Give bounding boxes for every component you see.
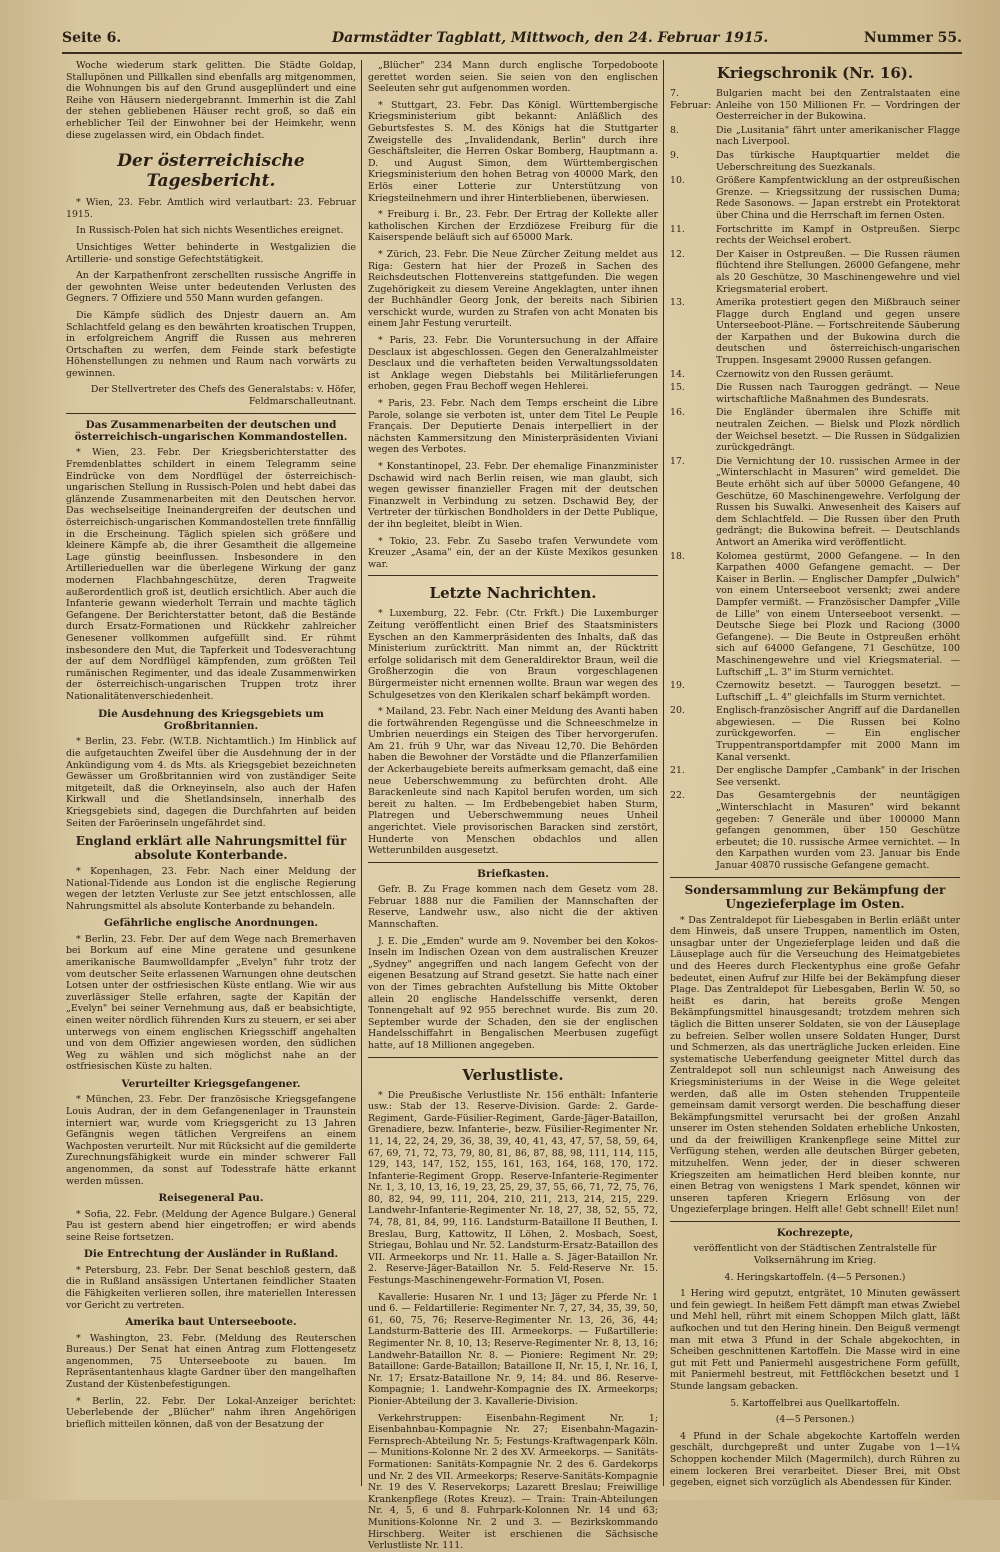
chronicle-date: 7. Februar:	[670, 88, 712, 111]
chronicle-row	[670, 382, 960, 405]
chronicle-text: Czernowitz besetzt. — Tauroggen besetzt. — Luftschiff „L. 4" gleichfalls im Sturm vernichtet.	[716, 680, 960, 703]
article-text: Gefr. B. Zu Frage kommen nach dem Gesetz vom 28. Februar 1888 nur die Familien der Mannschaften der Reserve, Landwehr usw., also nicht die der aktiven Mannschaften.	[368, 884, 658, 930]
article-text: 4 Pfund in der Schale abgekochte Kartoffeln werden geschält, durchgepreßt und unter Zugabe von 1—1¼ Schoppen kochender Milch (Magermilch), durch Rühren zu einem lockeren Brei verarbeitet. Dieser Brei, mit Obst gegeben, eignet sich vorzüglich als Abendessen für Kinder.	[670, 1430, 960, 1489]
divider	[368, 575, 658, 576]
recipe-subtitle: (4—5 Personen.)	[775, 1414, 855, 1426]
article-text: 1 Hering wird geputzt, entgrätet, 10 Minuten gewässert und fein gewiegt. In heißem Fett dämpft man etwas Zwiebel und Mehl hell, rührt mit einem Schoppen Milch glatt, läßt aufkochen und tut den Hering hinein. Den Beiguß vermengt man mit etwa 3 Pfund in der Schale abgekochten, in Scheiben geschnittenen Kartoffeln. Die Masse wird in eine gut mit Fett und Paniermehl ausgestrichene Form gefüllt, mit Paniermehl bestreut, mit Fettflöckchen besetzt und 1 Stunde langsam gebacken.	[670, 1288, 960, 1392]
article-text: * Washington, 23. Febr. (Meldung des Reuterschen Bureaus.) Der Senat hat einen Antrag zum Flottengesetz angenommen, 75 Unterseeboote zu bauen. Im Repräsentantenhaus klagte Gardner über den mangelhaften Zustand der Küstenbefestigungen.	[66, 1332, 356, 1390]
chronicle-text: Der englische Dampfer „Cambank" in der Irischen See versenkt.	[716, 765, 960, 788]
article-text: * Konstantinopel, 23. Febr. Der ehemalige Finanzminister Dschawid wird nach Berlin reisen, wie man glaubt, sich wegen gewisser finanzieller Fragen mit der deutschen Finanzwelt in Verbindung zu setzen. Dschawid Bey, der Vertreter der türkischen Bondholders in der Dette Publique, der ihn begleitet, bleibt in Wien.	[368, 461, 658, 530]
chronicle-row	[670, 407, 960, 453]
chronicle-row	[670, 790, 960, 871]
chronicle-row	[670, 705, 960, 763]
chronicle-date: 8.	[670, 124, 679, 136]
column-2	[368, 60, 659, 1552]
chronicle-row	[670, 680, 960, 703]
divider	[368, 1057, 658, 1058]
chronicle-date: 13.	[670, 297, 685, 309]
chronicle-date: 18.	[670, 550, 685, 562]
chronicle-row	[670, 551, 960, 679]
chronicle-text: Die Engländer übermalen ihre Schiffe mit neutralen Zeichen. — Bielsk und Plozk nördlich der Weichsel besetzt. — Die Russen in Südgalizien zurückgedrängt.	[716, 407, 960, 454]
article-text: * Wien, 23. Febr. Der Kriegsberichterstatter des Fremdenblattes schildert in einem Telegramm seine Eindrücke von dem Nordflügel der österreichisch-ungarischen Stellung in Russisch-Polen und hebt dabei das glänzende Zusammenarbeiten mit den Deutschen hervor. Das wechselseitige Ineinandergreifen der deutschen und österreichisch-ungarischen Kommandostellen trete finnfällig in die Erscheinung. Täglich spielen sich größere und kleinere Kämpfe ab, die ihrer Gesamtheit die allgemeine Lage günstig beeinflussen. Insbesondere in den Artillerieduellen war die überlegene Wirkung der ganz modernen Flachbahngeschütze, deren Tragweite außerordentlich groß ist, deutlich ersichtlich. Aber auch die Infanterie gewann wiederholt Terrain und machte täglich Gefangene. Der Berichterstatter betont, daß die Bestände durch Ersatz-Formationen und Rückkehr zahlreicher Genesener vollkommen aufgefüllt sind. Er rühmt insbesondere den Mut, die Tapferkeit und Todesverachtung der auf dem Nordflügel kämpfenden, zum größten Teil rumänischen Regimenter, und das ideale Zusammenwirken der österreichisch-ungarischen Truppen trotz ihrer Nationalitätenverschiedenheit.	[66, 447, 356, 702]
headline: Sondersammlung zur Bekämpfung der Ungezieferplage im Osten.	[684, 882, 946, 911]
article-text: In Russisch-Polen hat sich nichts Wesentliches ereignet.	[76, 225, 344, 237]
article-text: * Die Preußische Verlustliste Nr. 156 enthält: Infanterie usw.: Stab der 13. Reserve-Division. Garde: 2. Garde-Regiment, Garde-Füsilier-Regiment, Garde-Jäger-Bataillon, Grenadiere, bezw. Infanterie-, bezw. Füsilier-Regimenter Nr. 11, 14, 22, 24, 29, 36, 38, 39, 40, 41, 43, 47, 57, 58, 59, 64, 67, 69, 71, 72, 73, 79, 80, 81, 86, 87, 88, 98, 111, 114, 115, 129, 143, 147, 152, 155, 161, 163, 164, 168, 170, 172. Infanterie-Regiment Gropp. Reserve-Infanterie-Regimenter Nr. 1, 3, 10, 13, 16, 19, 23, 25, 29, 37, 55, 66, 71, 72, 75, 76, 80, 82, 94, 99, 111, 204, 210, 211, 213, 214, 215, 229. Landwehr-Infanterie-Regimenter Nr. 18, 27, 38, 52, 55, 72, 74, 78, 81, 84, 99, 116. Landsturm-Bataillone II Beuthen, I. Breslau, Burg, Kattowitz, II Löhen, 2. Mosbach, Soest, Striegau, Bohlau und Nr. 52. Landsturm-Ersatz-Bataillon des VII. Armeekorps und Nr. 11. Halle a. S. Jäger-Bataillon Nr. 2. Reserve-Jäger-Bataillon Nr. 5. Feld-Reserve Nr. 15. Festungs-Maschinengewehr-Formation VI, Posen.	[368, 1089, 659, 1287]
column-3	[670, 60, 960, 1488]
article-text: * Stuttgart, 23. Febr. Das Königl. Württembergische Kriegsministerium gibt bekannt: Anläßlich des Geburtsfestes S. M. des Königs hat die Stuttgarter Zweigstelle des „Invalidendank, Berlin" durch ihre Geschäftsleiter, die Herren Oskar Bomberg, Hauptmann a. D. und August Simon, dem Württembergischen Kriegsministerium den hohen Betrag von 40000 Mark, den Erlös einer Lotterie zur Unterstützung von Kriegsteilnehmern und ihrer Hinterbliebenen, überwiesen.	[368, 99, 658, 204]
article-text: * Berlin, 22. Febr. Der Lokal-Anzeiger berichtet: Ueberlebende der „Blücher" nahm ihren Angehörigen brieflich mitteilen können, daß von der Besatzung der	[66, 1395, 356, 1430]
headline: England erklärt alle Nahrungsmittel für absolute Konterbande.	[75, 834, 347, 863]
chronicle-row	[670, 456, 960, 549]
chronicle-date: 22.	[670, 790, 685, 802]
divider	[368, 862, 658, 863]
recipe-title: 4. Heringskartoffeln. (4—5 Personen.)	[724, 1271, 906, 1283]
headline: Verurteilter Kriegsgefangener.	[121, 1078, 301, 1090]
article-text: * Sofia, 22. Febr. (Meldung der Agence Bulgare.) General Pau ist gestern abend hier eingetroffen; er wird abends seine Reise fortsetzen.	[66, 1208, 356, 1243]
article-text: * Luxemburg, 22. Febr. (Ctr. Frkft.) Die Luxemburger Zeitung veröffentlicht einen Brief des Staatsministers Eyschen an den Kammerpräsidenten des Inhalts, daß das Ministerium zurücktritt. Man nimmt an, der Rücktritt erfolge solidarisch mit dem Generaldirektor Braun, weil die Großherzogin die von Braun vorgeschlagenen Bürgermeister nicht ernennen wollte. Braun war wegen des Schulgesetzes von den Klerikalen scharf bekämpft worden.	[368, 608, 658, 701]
headline: Die Ausdehnung des Kriegsgebiets um Großbritannien.	[98, 707, 324, 732]
headline: Der österreichische Tagesbericht.	[117, 151, 305, 192]
chronicle-date: 19.	[670, 680, 685, 692]
issue-number: Nummer 55.	[863, 30, 962, 46]
chronicle-row	[670, 175, 960, 221]
chronicle-row	[670, 249, 960, 295]
article-text: * Berlin, 23. Febr. (W.T.B. Nichtamtlich.) Im Hinblick auf die aufgetauchten Zweifel über die Ausdehnung der in der Ankündigung vom 4. ds Mts. als Kriegsgebiet bezeichneten Gewässer um Großbritannien wird von zuständiger Seite mitgeteilt, daß die Orkneyinseln, also auch der Hafen Kirkwall und die Shetlandsinseln, innerhalb des Kriegsgebiets sind, dagegen die Durchfahrten auf beiden Seiten der Faröerinseln ungefährdet sind.	[66, 736, 356, 829]
column-rule	[663, 60, 664, 1486]
article-text: * Paris, 23. Febr. Die Voruntersuchung in der Affaire Desclaux ist abgeschlossen. Gegen den Generalzahlmeister Desclaux und die verhafteten beiden Verwaltungssoldaten ist Anklage wegen Diebstahls bei Militärlieferungen erhoben, gegen Frau Bechoff wegen Hehlerei.	[368, 335, 658, 393]
headline: Die Entrechtung der Ausländer in Rußland.	[83, 1248, 339, 1261]
headline: Verlustliste.	[462, 1065, 564, 1084]
article-text: Woche wiederum stark gelitten. Die Städte Goldap, Stallupönen und Pillkallen sind ebenfalls arg mitgenommen, die Wohnungen bis auf den Grund ausgeplündert und eine Reihe von Häusern niedergebrannt. Immerhin ist die Zahl der stehen gebliebenen Häuser recht groß, so daß ein erheblicher Teil der Einwohner bei der Heimkehr, wenn diese zugelassen wird, ein Obdach findet.	[66, 60, 356, 141]
article-text: * Berlin, 23. Febr. Der auf dem Wege nach Bremerhaven bei Borkum auf eine Mine geratene und gesunkene amerikanische Baumwolldampfer „Evelyn" fuhr trotz der vom deutscher Seite erlassenen Warnungen ohne deutschen Lotsen unter der ostfriesischen Küste entlang. Wie wir aus zuverlässiger Stelle erfahren, sagte der Kapitän der „Evelyn" bei seiner Vernehmung aus, daß er beabsichtigte, einen weiter nördlich führenden Kurs zu steuern, er sei aber unterwegs von einem englischen Kriegsschiff angehalten und von dem Offizier angewiesen worden, den südlichen Weg zu wählen und sich möglichst nahe an der ostfriesischen Küste zu halten.	[66, 933, 356, 1073]
chronicle-date: 20.	[670, 705, 685, 717]
article-text: * Petersburg, 23. Febr. Der Senat beschloß gestern, daß die in Rußland ansässigen Untertanen feindlicher Staaten die Fähigkeiten verlieren sollen, ihre materiellen Interessen vor Gericht zu vertreten.	[66, 1264, 356, 1311]
recipe-title: 5. Kartoffelbrei aus Quellkartoffeln.	[730, 1397, 900, 1409]
article-text: * Paris, 23. Febr. Nach dem Temps erscheint die Libre Parole, solange sie verboten ist, unter dem Titel Le Peuple Français. Der Deputierte Denais interpelliert in der nächsten Kammersitzung den Ministerpräsidenten Viviani wegen des Verbotes.	[368, 398, 658, 456]
chronicle-list	[670, 88, 960, 872]
chronicle-date: 14.	[670, 368, 685, 380]
article-subtitle: veröffentlicht von der Städtischen Zentralstelle für Volksernährung im Krieg.	[693, 1243, 937, 1267]
chronicle-text: Die Russen nach Tauroggen gedrängt. — Neue wirtschaftliche Maßnahmen des Bundesrats.	[716, 382, 960, 405]
chronicle-row	[670, 150, 960, 173]
chronicle-date: 16.	[670, 407, 685, 419]
chronicle-text: Englisch-französischer Angriff auf die Dardanellen abgewiesen. — Die Russen bei Kolno zurückgeworfen. — Ein englischer Truppentransportdampfer mit 2000 Mann im Kanal versenkt.	[716, 705, 960, 763]
chronicle-text: Das Gesamtergebnis der neuntägigen „Winterschlacht in Masuren" wird bekannt gegeben: 7 Generäle und über 100000 Mann gefangen genommen, über 150 Geschütze erbeutet; die 10. russische Armee vernichtet. — In den Karpathen wurden vom 23. Januar bis Ende Januar 40870 russische Gefangene gemacht.	[716, 790, 960, 871]
chronicle-text: Die Vernichtung der 10. russischen Armee in der „Winterschlacht in Masuren" wird gemeldet. Die Beute erhöht sich auf über 50000 Gefangene, 40 Geschütze, 60 Maschinengewehre. Verfolgung der Russen bis Suwalki. Anwesenheit des Kaisers auf dem Schlachtfeld. — Die Russen über den Pruth gedrängt; die Bukowina befreit. — Deutschlands Antwort an Amerika wird veröffentlicht.	[716, 455, 960, 548]
chronicle-text: Amerika protestiert gegen den Mißbrauch seiner Flagge durch England und gegen unsere Unterseeboot-Pläne. — Fortschreitende Säuberung der Karpathen und der Bukowina durch die deutschen und österreichisch-ungarischen Truppen. Insgesamt 29000 Russen gefangen.	[716, 297, 960, 367]
column-rule	[361, 60, 362, 1486]
page-number: Seite 6.	[62, 30, 122, 46]
headline: Letzte Nachrichten.	[429, 584, 597, 603]
column-1	[66, 60, 356, 1488]
signature: Der Stellvertreter des Chefs des Generalstabs: v. Höfer, Feldmarschalleutnant.	[90, 384, 356, 408]
chronicle-row	[670, 765, 960, 788]
chronicle-date: 10.	[670, 175, 685, 187]
chronicle-date: 21.	[670, 765, 685, 777]
article-text: * München, 23. Febr. Der französische Kriegsgefangene Louis Audran, der in dem Gefangenenlager in Traunstein interniert war, wurde vom Kriegsgericht zu 13 Jahren Gefängnis wegen tätlichen Vergreifens an einem Wachposten verurteilt. Nur mit Rücksicht auf die gemilderte Zurechnungsfähigkeit wurde ein minder schwerer Fall angenommen, da sonst auf Todesstrafe hätte erkannt werden müssen.	[66, 1094, 356, 1187]
article-text: * Mailand, 23. Febr. Nach einer Meldung des Avanti haben die fortwährenden Regengüsse und die Schneeschmelze in Umbrien neuerdings ein Steigen des Tiber hervorgerufen. Am 21. früh 9 Uhr, war das Niveau 12,70. Die Behörden haben die Bewohner der Vorstädte und die Pflanzerfamilien der Ackerbaugebiete bereits aufmerksam gemacht, daß eine neue Ueberschwemmung zu befürchten droht. Alle Barackenleute sind nach Kapitol berufen worden, um sich bereit zu halten. — Im Erdbebengebiet haben Sturm, Platregen und Ueberschwemmung neues Unheil angerichtet. Viele provisorischen Baracken sind zerstört, Hunderte von Menschen obdachlos und allen Wetterunbilden ausgesetzt.	[368, 706, 658, 857]
article-text: Kavallerie: Husaren Nr. 1 und 13; Jäger zu Pferde Nr. 1 und 6. — Feldartillerie: Regimenter Nr. 7, 27, 34, 35, 39, 50, 61, 60, 75, 76; Reserve-Regimenter Nr. 13, 26, 36, 44; Landsturm-Batterie des III. Armeekorps. — Fußartillerie: Regimenter Nr. 8, 10, 13; Reserve-Regimenter Nr. 8, 13, 16; Landwehr-Bataillon Nr. 8. — Pioniere: Regiment Nr. 29; Bataillone: Garde-Bataillon; Bataillone II, Nr. 15, I, Nr. 16, I, Nr. 17; Ersatz-Bataillone Nr. 9, 14; 84. und 86. Reserve-Kompagnie; 1. Landwehr-Kompagnie des IX. Armeekorps; Pionier-Abteilung der 3. Kavallerie-Division.	[368, 1291, 658, 1407]
chronicle-text: Der Kaiser in Ostpreußen. — Die Russen räumen flüchtend ihre Stellungen. 26000 Gefangene, mehr als 20 Geschütze, 30 Maschinengewehre und viel Kriegsmaterial erobert.	[716, 248, 960, 295]
headline: Kochrezepte,	[776, 1227, 854, 1240]
chronicle-row	[670, 88, 960, 123]
chronicle-row	[670, 224, 960, 247]
chronicle-date: 12.	[670, 248, 685, 260]
chronicle-text: Das türkische Hauptquartier meldet die Ueberschreitung des Suezkanals.	[716, 149, 960, 173]
article-text: An der Karpathenfront zerschellten russische Angriffe in der gewohnten Weise unter bedeutenden Verlusten des Gegners. 7 Offiziere und 550 Mann wurden gefangen.	[66, 270, 356, 305]
article-text: * Wien, 23. Febr. Amtlich wird verlautbart: 23. Februar 1915.	[66, 197, 356, 220]
article-text: * Freiburg i. Br., 23. Febr. Der Ertrag der Kollekte aller katholischen Kirchen der Erzdiözese Freiburg für die Kaiserspende beläuft sich auf 65000 Mark.	[368, 209, 658, 244]
chronicle-date: 9.	[670, 149, 679, 161]
article-text: * Kopenhagen, 23. Febr. Nach einer Meldung der National-Tidende aus London ist die englische Regierung wegen der letzten Verluste zur See jetzt entschlossen, alle Nahrungsmittel als absolute Konterbande zu behandeln.	[66, 866, 356, 912]
headline: Briefkasten.	[477, 867, 549, 880]
headline: Reisegeneral Pau.	[158, 1192, 264, 1205]
article-text: * Tokio, 23. Febr. Zu Sasebo trafen Verwundete vom Kreuzer „Asama" ein, der an der Küste Mexikos gesunken war.	[368, 535, 658, 570]
article-text: Unsichtiges Wetter behinderte in Westgalizien die Artillerie- und sonstige Gefechtstätigkeit.	[66, 241, 356, 265]
page-header	[62, 30, 962, 54]
chronicle-text: Czernowitz von den Russen geräumt.	[716, 368, 894, 380]
headline: Amerika baut Unterseeboote.	[125, 1316, 297, 1329]
chronicle-text: Bulgarien macht bei den Zentralstaaten eine Anleihe von 150 Millionen Fr. — Vordringen der Oesterreicher in der Bukowina.	[716, 88, 960, 123]
chronicle-row	[670, 297, 960, 367]
masthead: Darmstädter Tagblatt, Mittwoch, den 24. Februar 1915.	[332, 30, 769, 46]
chronicle-text: Die „Lusitania" fährt unter amerikanischer Flagge nach Liverpool.	[716, 124, 960, 148]
article-text: * Das Zentraldepot für Liebesgaben in Berlin erläßt unter dem Hinweis, daß unsere Truppen, namentlich im Osten, unsagbar unter der Ungezieferplage leiden und daß die Läuseplage auch für die Verseuchung des Heimatgebietes und des Heeres durch Fleckentyphus eine große Gefahr bedeutet, einen Aufruf zur Hilfe bei der Bekämpfung dieser Plage. Das Zentraldepot für Liebesgaben, Berlin W. 50, so heißt es darin, hat bereits große Mengen Bekämpfungsmittel hinausgesandt; trotzdem mehren sich täglich die Bitten unserer Soldaten, sie von der Läuseplage zu befreien. Selber wollen unsere Soldaten Hunger, Durst und Schmerzen, als das unerträgliche Jucken erleiden. Eine systematische Ueberfendung geeigneter Mittel durch das Zentraldepot soll nun schleunigst nach Anweisung des Kriegsministeriums in der Weise in die Wege geleitet werden, daß alle im Osten stehenden Truppenteile gemeinsam damit versorgt werden. Die beschaffung dieser Bekämpfungsmittel verursacht bei der großen Anzahl unserer im Osten stehenden Soldaten erhebliche Unkosten, und da der freiwilligen Krankenpflege seine Mittel zur Verfügung stehen, werden alle deutschen Bürger gebeten, mitzuhelfen. Wenn jeder, der in dieser schweren Kriegszeiten am heimatlichen Herd bleiben konnte, nur einen Betrag von wenigstens 1 Mark spendet, können wir unseren tapferen Kriegern Erlösung von der Ungezieferplage bringen. Helft alle! Gebt schnell! Eilet nun!	[670, 914, 960, 1216]
chronicle-row	[670, 125, 960, 148]
chronicle-text: Fortschritte im Kampf in Ostpreußen. Sierpc rechts der Weichsel erobert.	[716, 223, 960, 247]
divider	[670, 1221, 960, 1222]
headline: Kriegschronik (Nr. 16).	[716, 64, 914, 82]
chronicle-date: 15.	[670, 382, 685, 394]
divider	[66, 413, 356, 414]
article-text: J. E. Die „Emden" wurde am 9. November bei den Kokos-Inseln im Indischen Ozean von dem australischen Kreuzer „Sydney" angegriffen und nach langem Gefecht von der eigenen Besatzung auf Strand gesetzt. Sie hatte nach einer von der Times gebrachten Aufstellung bis Mitte Oktober allein 20 englische Handelsschiffe versenkt, deren Tonnengehalt auf 92 955 berechnet wurde. Bis zum 20. September wurde der Schaden, den sie der englischen Handelsschiffahrt in Bengalischen Meerbusen zugefügt hatte, auf 18 Millionen angegeben.	[368, 935, 658, 1051]
chronicle-text: Größere Kampfentwicklung an der ostpreußischen Grenze. — Kriegssitzung der russischen Duma; Rede Sasonows. — Japan erstrebt ein Protektorat über China und die Herrschaft im fernen Osten.	[716, 175, 960, 221]
chronicle-date: 17.	[670, 455, 685, 467]
headline: Das Zusammenarbeiten der deutschen und österreichisch-ungarischen Kommandostellen.	[74, 418, 348, 444]
article-text: * Zürich, 23. Febr. Die Neue Zürcher Zeitung meldet aus Riga: Gestern hat hier der Prozeß in Sachen des Reichsdeutschen Flottenvereins stattgefunden. Die wegen Zugehörigkeit zu diesem Vereine Angeklagten, unter ihnen der Buchhändler Georg Jonk, der bereits nach Sibirien verschickt wurde, wurden zu Strafen von acht Monaten bis einem Jahr Festung verurteilt.	[368, 248, 658, 330]
article-text: Verkehrstruppen: Eisenbahn-Regiment Nr. 1; Eisenbahnbau-Kompagnie Nr. 27; Eisenbahn-Magazin-Fernsprech-Abteilung Nr. 5; Festungs-Kraftwagenpark Köln. — Munitions-Kolonne Nr. 2 des XV. Armeekorps. — Sanitäts-Formationen: Sanitäts-Kompagnie Nr. 2 des 6. Gardekorps und Nr. 2 des VII. Armeekorps; Reserve-Sanitäts-Kompagnie Nr. 19 des V. Reservekorps; Lazarett Breslau; Freiwillige Krankenpflege (Rotes Kreuz). — Train: Train-Abteilungen Nr. 4, 5, 6 und 8. Fuhrpark-Kolonnen Nr. 14 und 63; Munitions-Kolonne Nr. 2 und 3. — Bezirkskommando Hirschberg. Weiter ist erschienen die Sächsische Verlustliste Nr. 111.	[368, 1412, 658, 1552]
chronicle-date: 11.	[670, 223, 685, 235]
divider	[670, 877, 960, 878]
article-text: Die Kämpfe südlich des Dnjestr dauern an. Am Schlachtfeld gelang es den bewährten kroatischen Truppen, in erfolgreichem Angriff die Russen aus mehreren Ortschaften zu werfen, dem Feinde stark befestigte Höhenstellungen zu nehmen und Raum nach vorwärts zu gewinnen.	[66, 309, 356, 379]
chronicle-row	[670, 369, 960, 381]
article-text: „Blücher" 234 Mann durch englische Torpedoboote gerettet worden seien. Sie seien von den englischen Seeleuten sehr gut aufgenommen worden.	[368, 60, 658, 95]
headline: Gefährliche englische Anordnungen.	[103, 917, 318, 930]
chronicle-text: Kolomea gestürmt, 2000 Gefangene. — In den Karpathen 4000 Gefangene gemacht. — Der Kaiser in Berlin. — Englischer Dampfer „Dulwich" von einem Unterseeboot versenkt; zwei andere Dampfer vermißt. — Französischer Dampfer „Ville de Lille" von einem Unterseeboot versenkt. — Deutsche Siege bei Plozk und Raciong (3000 Gefangene). — Die Beute in Ostpreußen erhöht sich auf 64000 Gefangene, 71 Geschütze, 100 Maschinengewehre und viel Kriegsmaterial. — Luftschiff „L. 3" im Sturm vernichtet.	[716, 550, 960, 678]
